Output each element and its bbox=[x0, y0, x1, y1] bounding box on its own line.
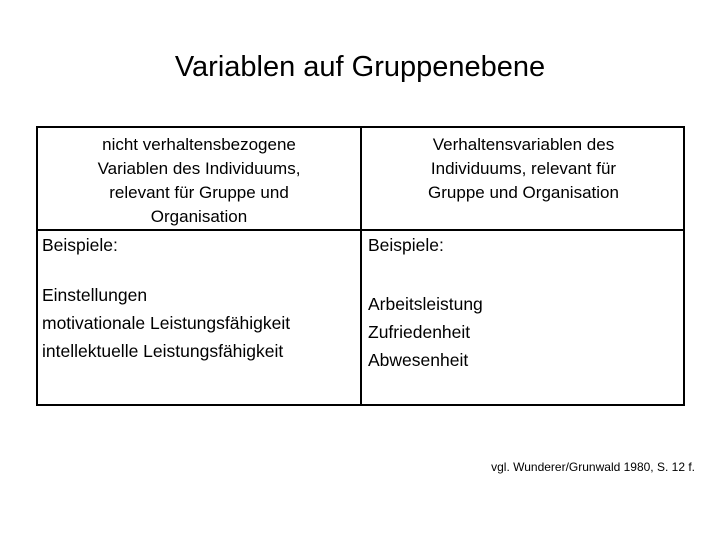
header-right-line: Individuums, relevant für bbox=[430, 159, 617, 178]
examples-list-left bbox=[42, 281, 290, 365]
header-left-line: relevant für Gruppe und bbox=[109, 183, 289, 202]
list-item: Zufriedenheit bbox=[368, 322, 471, 342]
examples-list-right bbox=[368, 290, 483, 374]
list-item: motivationale Leistungsfähigkeit bbox=[42, 313, 291, 333]
comparison-table bbox=[36, 126, 685, 406]
examples-label-left: Beispiele: bbox=[42, 235, 118, 255]
list-item: Arbeitsleistung bbox=[368, 294, 483, 314]
list-item: Abwesenheit bbox=[368, 350, 469, 370]
header-right-line: Verhaltensvariablen des bbox=[432, 135, 615, 154]
list-item: Einstellungen bbox=[42, 285, 148, 305]
header-left-line: Organisation bbox=[150, 207, 248, 226]
examples-label-right: Beispiele: bbox=[368, 235, 444, 255]
header-right bbox=[372, 133, 675, 205]
source-citation: vgl. Wunderer/Grunwald 1980, S. 12 f. bbox=[491, 460, 695, 474]
header-left bbox=[48, 133, 350, 229]
header-left-line: Variablen des Individuums, bbox=[97, 159, 301, 178]
list-item: intellektuelle Leistungsfähigkeit bbox=[42, 341, 284, 361]
header-right-line: Gruppe und Organisation bbox=[428, 183, 619, 202]
header-left-line: nicht verhaltensbezogene bbox=[102, 135, 296, 154]
column-divider bbox=[360, 128, 362, 404]
slide-title: Variablen auf Gruppenebene bbox=[174, 51, 546, 83]
header-divider bbox=[38, 229, 683, 231]
